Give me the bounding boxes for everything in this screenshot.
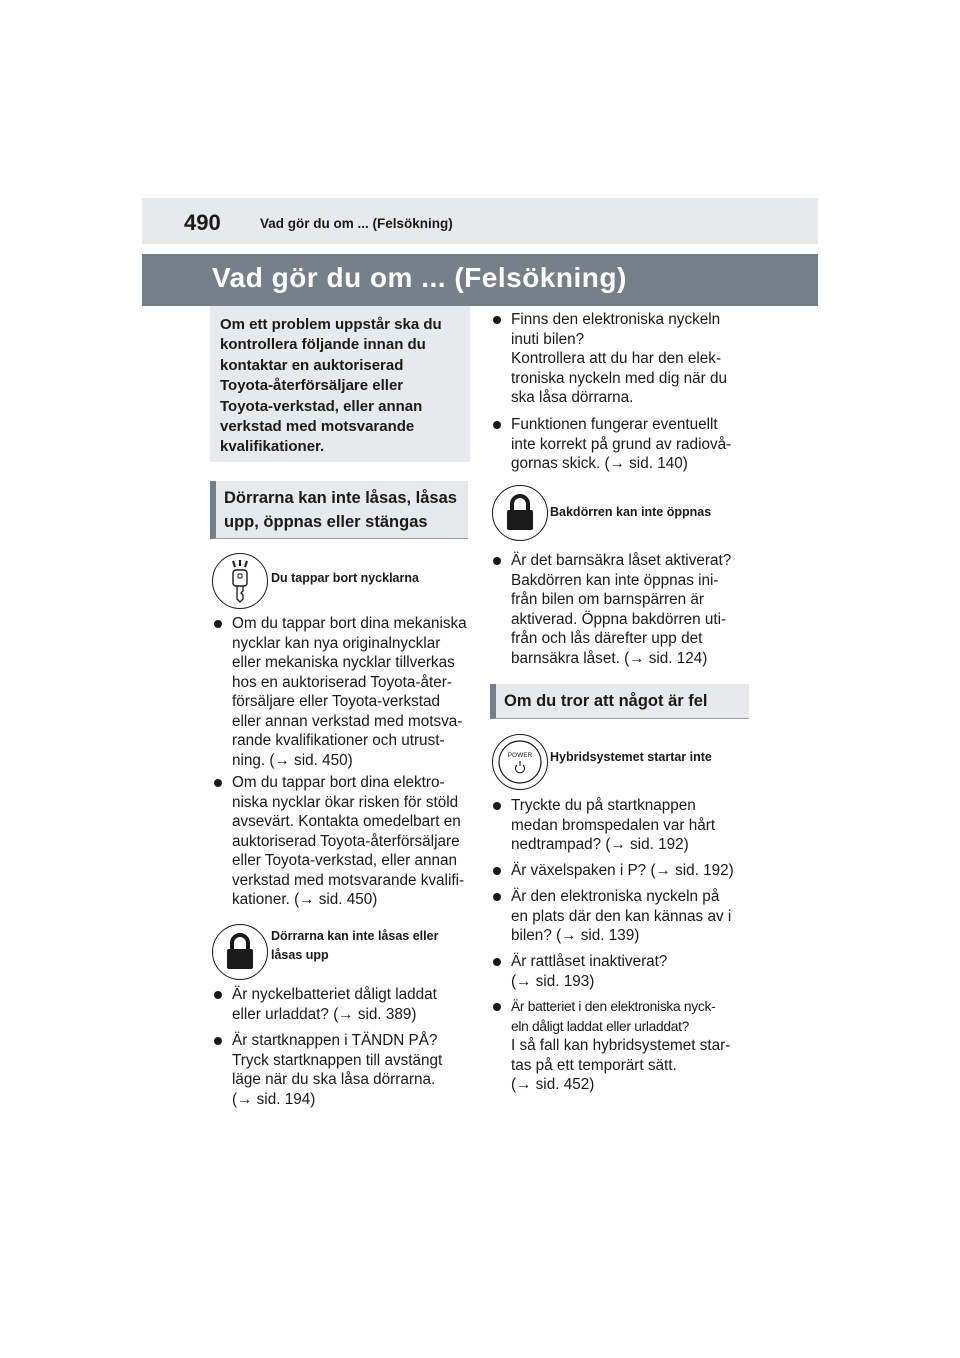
- list-item-continuation: I så fall kan hybridsystemet star- tas på ett temporärt sätt. (→ sid. 452): [511, 1037, 731, 1093]
- key-icon: [212, 553, 268, 609]
- list-item: Är startknappen i TÄNDN PÅ? Tryck startknappen till avstängt läge när du ska låsa dörrarna. (→ sid. 194): [214, 1031, 474, 1109]
- bullet-icon: [493, 421, 501, 429]
- lock-icon: [212, 924, 268, 980]
- list-item: Är växelspaken i P? (→ sid. 192): [493, 861, 763, 881]
- bullet-icon: [493, 316, 501, 324]
- running-header-bar: [142, 198, 818, 244]
- list-item: Om du tappar bort dina elektro- niska nycklar ökar risken för stöld avsevärt. Kontakta omedelbart en auktoriserad Toyota-återförsäljare eller Toyota-verkstad, eller annan verkstad med motsvarande kvalifi- kationer. (→ sid. 450): [214, 773, 474, 910]
- bullet-icon: [493, 1003, 501, 1011]
- section-heading-doors: Dörrarna kan inte låsas, låsas upp, öppnas eller stängas: [210, 481, 468, 539]
- list-item: Är den elektroniska nyckeln på en plats där den kan kännas av i bilen? (→ sid. 139): [493, 887, 763, 946]
- intro-text: Om ett problem uppstår ska du kontrollera följande innan du kontaktar en auktoriserad Toyota-återförsäljare eller Toyota-verkstad, eller annan verkstad med motsvarande kvalifikationer.: [220, 316, 442, 456]
- list-item: Är nyckelbatteriet dåligt laddat eller urladdat? (→ sid. 389): [214, 985, 474, 1024]
- sub-heading-lost-keys: Du tappar bort nycklarna: [271, 571, 419, 585]
- bullet-icon: [493, 557, 501, 565]
- bullet-icon: [214, 1037, 222, 1045]
- sub-heading-doors-lock: Dörrarna kan inte låsas eller låsas upp: [271, 929, 439, 962]
- bullet-icon: [493, 893, 501, 901]
- list-item: Om du tappar bort dina mekaniska nycklar kan nya originalnycklar eller mekaniska nycklar tillverkas hos en auktoriserad Toyota-åter- försäljare eller Toyota-verkstad eller annan verkstad med motsva- rande kvalifikationer och utrust- ning. (→ sid. 450): [214, 614, 474, 770]
- intro-box: [210, 306, 470, 462]
- section-heading-something-wrong: Om du tror att något är fel: [490, 684, 749, 719]
- list-item: Finns den elektroniska nyckeln inuti bilen? Kontrollera att du har den elek- troniska nyckeln med dig när du ska låsa dörrarna.: [493, 310, 763, 408]
- list-item: Tryckte du på startknappen medan bromspedalen var hårt nedtrampad? (→ sid. 192): [493, 796, 763, 855]
- page-number: 490: [184, 210, 221, 235]
- bullet-icon: [214, 620, 222, 628]
- list-item: Är rattlåset inaktiverat? (→ sid. 193): [493, 952, 763, 991]
- power-button-icon: [492, 734, 548, 790]
- sub-heading-rear-door: Bakdörren kan inte öppnas: [550, 505, 712, 519]
- list-item: Är batteriet i den elektroniska nyck- eln dåligt laddat eller urladdat?: [493, 997, 763, 1036]
- lock-icon: [492, 485, 548, 541]
- running-head: Vad gör du om ... (Felsökning): [260, 216, 453, 231]
- svg-text:POWER: POWER: [507, 752, 533, 759]
- bullet-icon: [214, 991, 222, 999]
- list-item: Funktionen fungerar eventuellt inte korrekt på grund av radiovå- gornas skick. (→ sid. 140): [493, 415, 763, 474]
- bullet-icon: [214, 779, 222, 787]
- sub-heading-hybrid-start: Hybridsystemet startar inte: [550, 750, 712, 764]
- list-item: Är det barnsäkra låset aktiverat? Bakdörren kan inte öppnas ini- från bilen om barnspärren är aktiverad. Öppna bakdörren uti- från och lås därefter upp det barnsäkra låset. (→ sid. 124): [493, 551, 763, 668]
- bullet-icon: [493, 958, 501, 966]
- bullet-icon: [493, 867, 501, 875]
- bullet-icon: [493, 802, 501, 810]
- page-title: Vad gör du om ... (Felsökning): [212, 262, 627, 293]
